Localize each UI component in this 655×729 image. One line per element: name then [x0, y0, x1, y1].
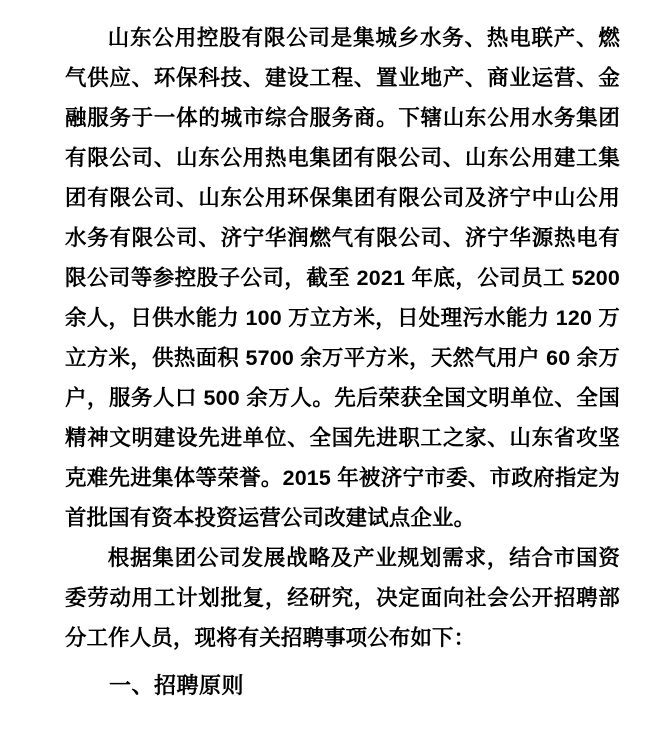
paragraph-company-profile: 山东公用控股有限公司是集城乡水务、热电联产、燃气供应、环保科技、建设工程、置业地产、商业运营、金融服务于一体的城市综合服务商。下辖山东公用水务集团有限公司、山东公用热电集团有限公司、山东公用建工集团有限公司、山东公用环保集团有限公司及济宁中山公用水务有限公司、济宁华润燃气有限公司、济宁华源热电有限公司等参控股子公司，截至 2021 年底，公司员工 5200 余人，日供水能力 100 万立方米，日处理污水能力 120 万立方米，供热面积 5700 余万平方米，天然气用户 60 余万户，服务人口 500 余万人。先后荣获全国文明单位、全国精神文明建设先进单位、全国先进职工之家、山东省攻坚克难先进集体等荣誉。2015 年被济宁市委、市政府指定为首批国有资本投资运营公司改建试点企业。 [65, 26, 620, 530]
heading-recruitment-principles: 一、招聘原则 [109, 673, 245, 698]
paragraph-recruitment-notice: 根据集团公司发展战略及产业规划需求，结合市国资委劳动用工计划批复，经研究，决定面向社会公开招聘部分工作人员，现将有关招聘事项公布如下： [65, 546, 620, 650]
